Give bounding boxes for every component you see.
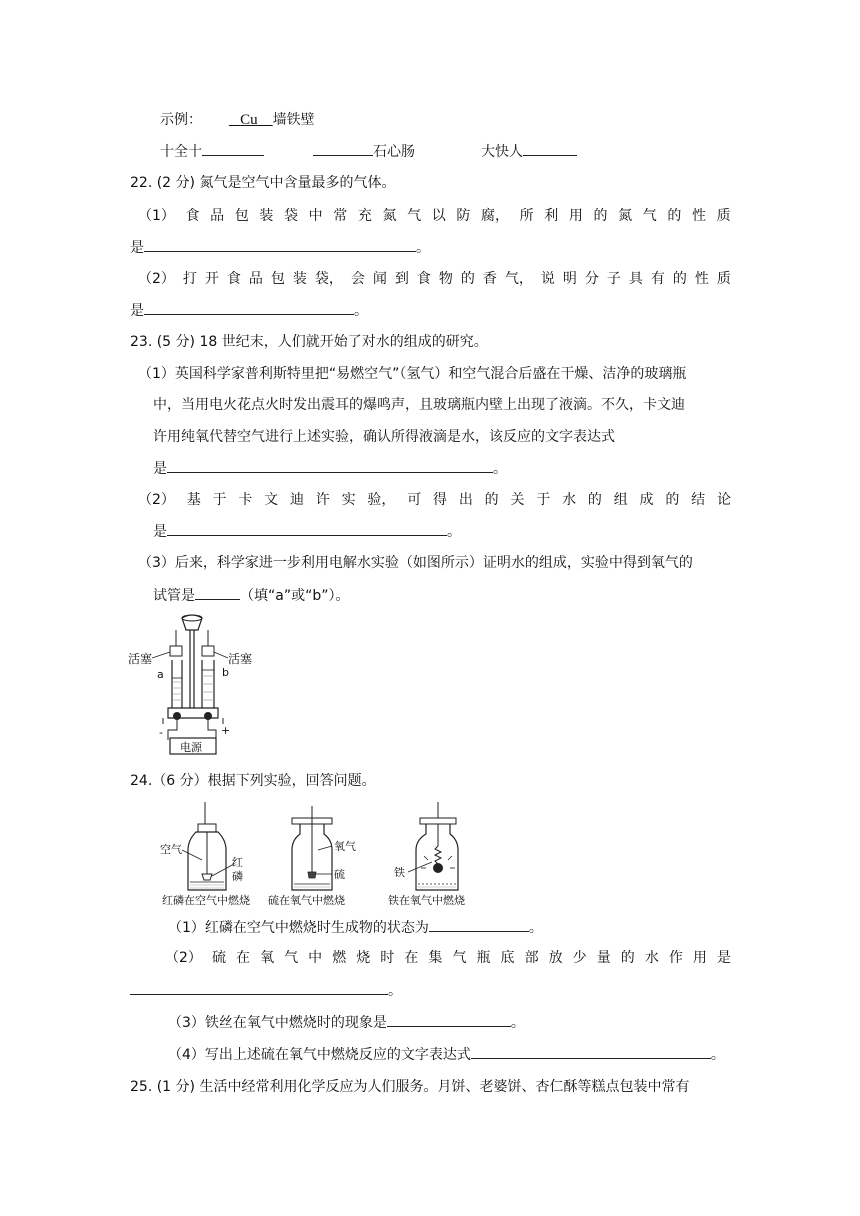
q24-part2-line1: （2） 硫 在 氧 气 中 燃 烧 时 在 集 气 瓶 底 部 放 少 量 的 水 作 用 是: [165, 950, 731, 966]
jar3-iron-label: 铁: [394, 866, 405, 879]
answer-blank[interactable]: [130, 980, 388, 995]
answer-blank[interactable]: [144, 300, 354, 315]
q24-part1: （1）红磷在空气中燃烧时生成物的状态为 。: [168, 917, 543, 938]
q23-part1-line3: 许用纯氧代替空气进行上述实验，确认所得液滴是水，该反应的文字表达式: [153, 429, 615, 445]
example-item-2: 石心肠: [313, 141, 415, 162]
stopcock-left-label: 活塞: [128, 652, 153, 666]
q23-part1-line4: 是 。: [153, 458, 507, 479]
tube-b-label: b: [222, 666, 229, 679]
jar1-red-label: 红: [232, 856, 243, 869]
q23-part2-line1: （2） 基 于 卡 文 迪 许 实 验， 可 得 出 的 关 于 水 的 组 成 的 结 论: [138, 492, 731, 508]
example-label: 示例：: [160, 112, 202, 128]
answer-blank[interactable]: [471, 1044, 711, 1059]
minus-label: -: [159, 726, 163, 739]
q22-stem: 22. (2 分) 氮气是空气中含量最多的气体。: [130, 175, 396, 191]
q23-part1-line1: （1）英国科学家普利斯特里把“易燃空气”（氢气）和空气混合后盛在干燥、洁净的玻璃瓶: [138, 366, 687, 382]
stopcock-right-label: 活塞: [228, 652, 253, 666]
plus-label: +: [221, 724, 231, 737]
answer-blank[interactable]: [167, 521, 447, 536]
answer-blank[interactable]: [144, 237, 416, 252]
electrolysis-figure: [128, 612, 260, 757]
jar1-caption: 红磷在空气中燃烧: [162, 894, 250, 907]
example-answer: Cu: [240, 112, 258, 128]
q24-part3: （3）铁丝在氧气中燃烧时的现象是 。: [168, 1012, 525, 1033]
q23-stem: 23. (5 分) 18 世纪末，人们就开始了对水的组成的研究。: [130, 334, 488, 350]
q22-part2-line2: 是 。: [130, 300, 368, 321]
example-item-1: 十全十: [160, 141, 264, 162]
q25-stem: 25. (1 分) 生活中经常利用化学反应为人们服务。月饼、老婆饼、杏仁酥等糕点包装中常有: [130, 1079, 690, 1095]
q22-part1-line1: （1） 食 品 包 装 袋 中 常 充 氮 气 以 防 腐， 所 利 用 的 氮 气 的 性 质: [138, 208, 731, 224]
q23-part3-line1: （3）后来，科学家进一步利用电解水实验（如图所示）证明水的组成，实验中得到氧气的: [138, 555, 693, 571]
jar2-sulfur-label: 硫: [334, 868, 345, 881]
answer-blank[interactable]: [387, 1012, 511, 1027]
combustion-jars-figure: [160, 800, 478, 910]
jar2-oxygen-label: 氧气: [334, 840, 356, 853]
example-line: [160, 110, 315, 130]
answer-blank[interactable]: [167, 458, 493, 473]
q23-part2-line2: 是 。: [153, 521, 461, 542]
jar1-air-label: 空气: [160, 843, 182, 856]
q22-part2-line1: （2） 打 开 食 品 包 装 袋， 会 闻 到 食 物 的 香 气， 说 明 分 子 具 有 的 性 质: [138, 271, 731, 287]
q23-part3-line2: 试管是 （填“a”或“b”）。: [153, 585, 349, 606]
example-item-3: 大快人: [481, 141, 577, 162]
answer-blank[interactable]: [429, 917, 529, 932]
q24-part4: （4）写出上述硫在氧气中燃烧反应的文字表达式 。: [168, 1044, 725, 1065]
power-label: 电源: [180, 741, 202, 754]
q23-part1-line2: 中，当用电火花点火时发出震耳的爆鸣声，且玻璃瓶内壁上出现了液滴。不久，卡文迪: [153, 397, 685, 413]
example-rest: 墙铁壁: [272, 112, 315, 128]
jar1-phosphorus-label: 磷: [232, 870, 243, 883]
tube-a-label: a: [157, 668, 164, 681]
jar3-caption: 铁在氧气中燃烧: [388, 894, 465, 907]
jar2-caption: 硫在氧气中燃烧: [268, 894, 345, 907]
q24-part2-line2: 。: [130, 980, 402, 1001]
answer-blank[interactable]: [195, 585, 240, 600]
q24-stem: 24.（6 分）根据下列实验，回答问题。: [130, 773, 376, 789]
q22-part1-line2: 是 。: [130, 237, 430, 258]
